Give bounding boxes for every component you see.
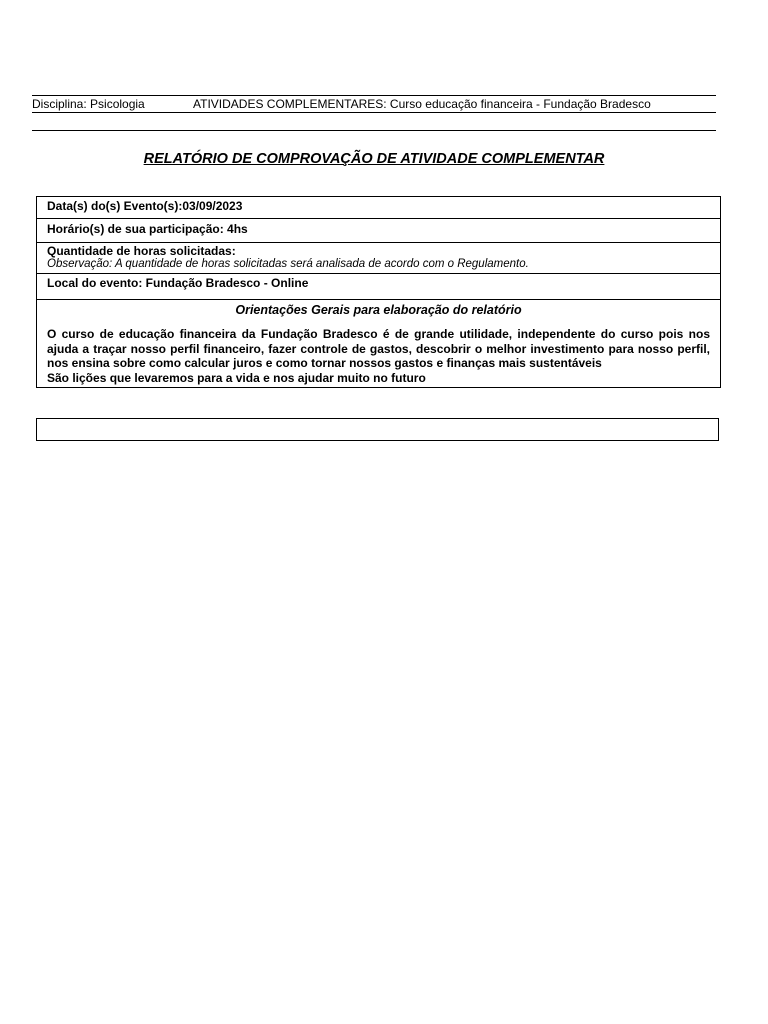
atividades-label: ATIVIDADES COMPLEMENTARES: Curso educação financeira - Fundação Bradesco <box>193 97 651 111</box>
row-data-evento <box>37 197 720 219</box>
relatorio-closing: São lições que levaremos para a vida e nos ajudar muito no futuro <box>47 370 426 385</box>
row-quantidade-horas <box>37 243 720 274</box>
header-top-rule <box>32 95 716 96</box>
row-local <box>37 274 720 300</box>
horario-text: Horário(s) de sua participação: 4hs <box>47 222 248 236</box>
quantidade-horas-text: Quantidade de horas solicitadas: <box>47 244 236 258</box>
header-bottom-rule <box>32 130 716 131</box>
observacao-text: Observação: A quantidade de horas solicitadas será analisada de acordo com o Regulamento. <box>47 258 529 270</box>
report-form-table <box>36 196 721 388</box>
local-text: Local do evento: Fundação Bradesco - Online <box>47 276 309 290</box>
relatorio-body <box>47 327 710 385</box>
relatorio-paragraph: O curso de educação financeira da Fundação Bradesco é de grande utilidade, independente do curso pois nos ajuda a traçar nosso perfil financeiro, fazer controle de gastos, descobrir o melhor investimento para nosso perfil, nos ensina sobre como calcular juros e como tornar nossos gastos e finanças mais sustentáveis <box>47 327 710 370</box>
data-evento-text: Data(s) do(s) Evento(s):03/09/2023 <box>47 199 243 213</box>
row-horario <box>37 219 720 243</box>
empty-box <box>36 418 719 441</box>
disciplina-label: Disciplina: Psicologia <box>32 97 145 111</box>
document-title: RELATÓRIO DE COMPROVAÇÃO DE ATIVIDADE COMPLEMENTAR <box>143 151 605 167</box>
header-middle-rule <box>32 112 716 113</box>
row-orientacoes <box>37 300 720 387</box>
orientacoes-title: Orientações Gerais para elaboração do relatório <box>235 303 522 317</box>
